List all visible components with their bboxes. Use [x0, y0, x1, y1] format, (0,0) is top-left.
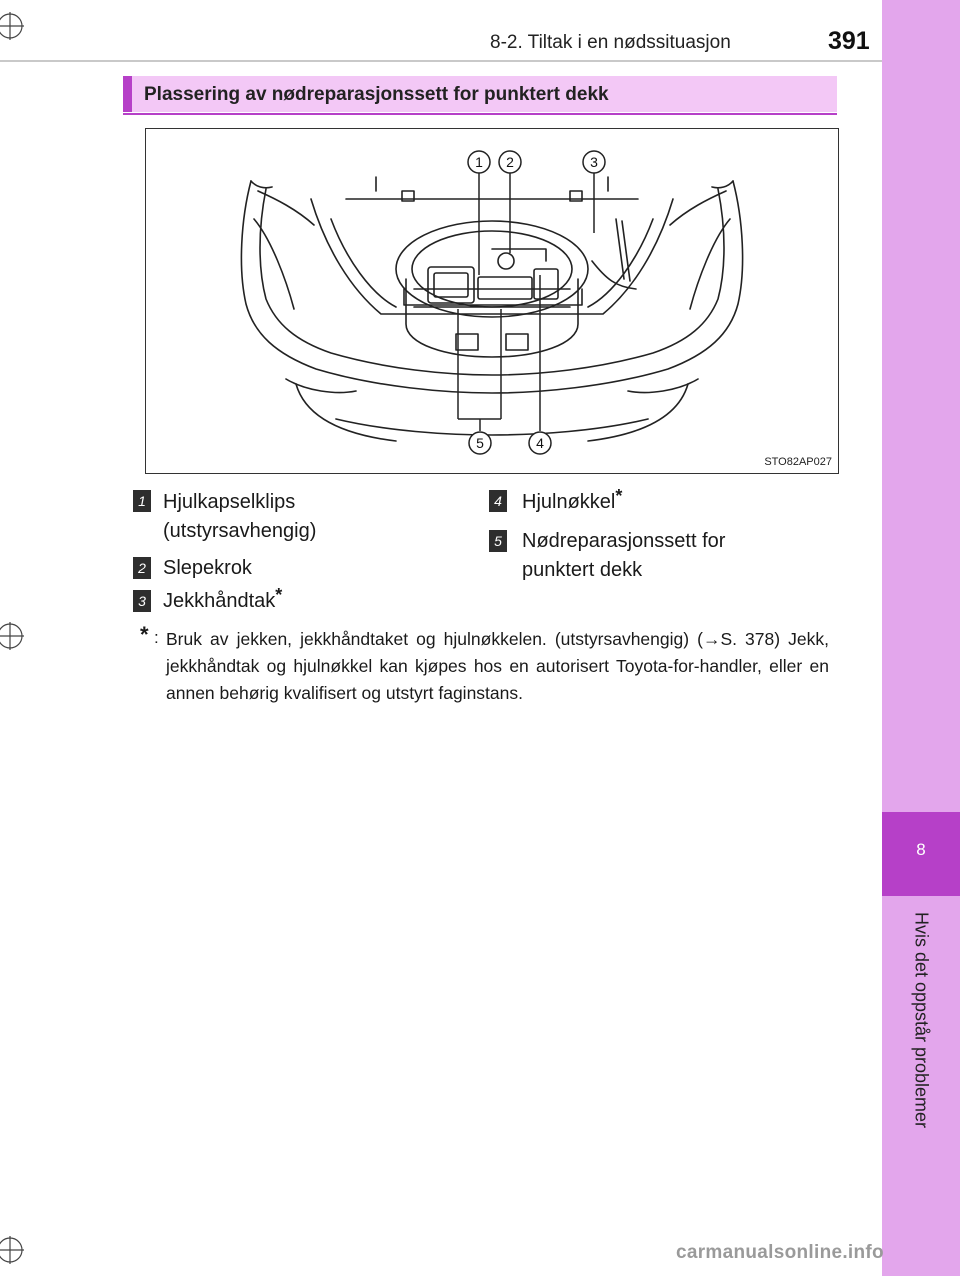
footnote-text: Bruk av jekken, jekkhåndtaket og hjulnøkkelen. (utstyrsavhengig) (→S. 378) Jekk, jekkhåndtak og hjulnøkkel kan kjøpes hos en autorisert Toyota-for-handler, eller en annen behørig kvalifisert og utstyrt faginstans. — [166, 629, 829, 703]
callout-2: 2 — [506, 154, 514, 170]
legend-item-5-line1: Nødreparasjonssett for — [522, 530, 726, 552]
section-heading-rule — [123, 113, 837, 115]
legend-item-3 — [163, 587, 282, 616]
watermark: carmanualsonline.info — [676, 1242, 884, 1263]
callout-3: 3 — [590, 154, 598, 170]
section-heading-accent — [123, 76, 132, 112]
callout-4: 4 — [536, 435, 544, 451]
legend-item-3-line1: Jekkhåndtak — [163, 590, 276, 612]
legend-badge-4: 4 — [489, 490, 507, 512]
section-heading: Plassering av nødreparasjonssett for punktert dekk — [144, 84, 609, 105]
callout-1: 1 — [475, 154, 483, 170]
legend-item-4-star: * — [615, 486, 623, 506]
header-section-title: 8-2. Tiltak i en nødssituasjon — [490, 32, 731, 53]
legend-badge-5: 5 — [489, 530, 507, 552]
legend-item-1-line1: Hjulkapselklips — [163, 491, 296, 513]
legend-item-2-line1: Slepekrok — [163, 557, 252, 579]
legend-item-2 — [163, 554, 252, 583]
header-rule — [0, 60, 882, 62]
trunk-drawing — [146, 129, 838, 473]
legend-item-1 — [163, 488, 316, 546]
legend-badge-2: 2 — [133, 557, 151, 579]
legend-item-5-line2: punktert dekk — [522, 559, 643, 581]
chapter-title: Hvis det oppstår problemer — [911, 911, 932, 1129]
legend-badge-1: 1 — [133, 490, 151, 512]
figure-code: STO82AP027 — [764, 456, 832, 468]
page-number: 391 — [828, 27, 870, 55]
legend-item-1-line2: (utstyrsavhengig) — [163, 520, 317, 542]
footnote-colon: : — [154, 628, 159, 647]
footnote-star: * — [140, 622, 149, 647]
legend-item-4 — [522, 488, 622, 517]
legend-badge-3: 3 — [133, 590, 151, 612]
legend-item-4-line1: Hjulnøkkel — [522, 491, 616, 513]
callout-5: 5 — [476, 435, 484, 451]
legend-item-3-star: * — [275, 585, 283, 605]
chapter-number: 8 — [916, 840, 926, 859]
legend-item-5 — [522, 527, 725, 585]
trunk-illustration — [145, 128, 839, 474]
